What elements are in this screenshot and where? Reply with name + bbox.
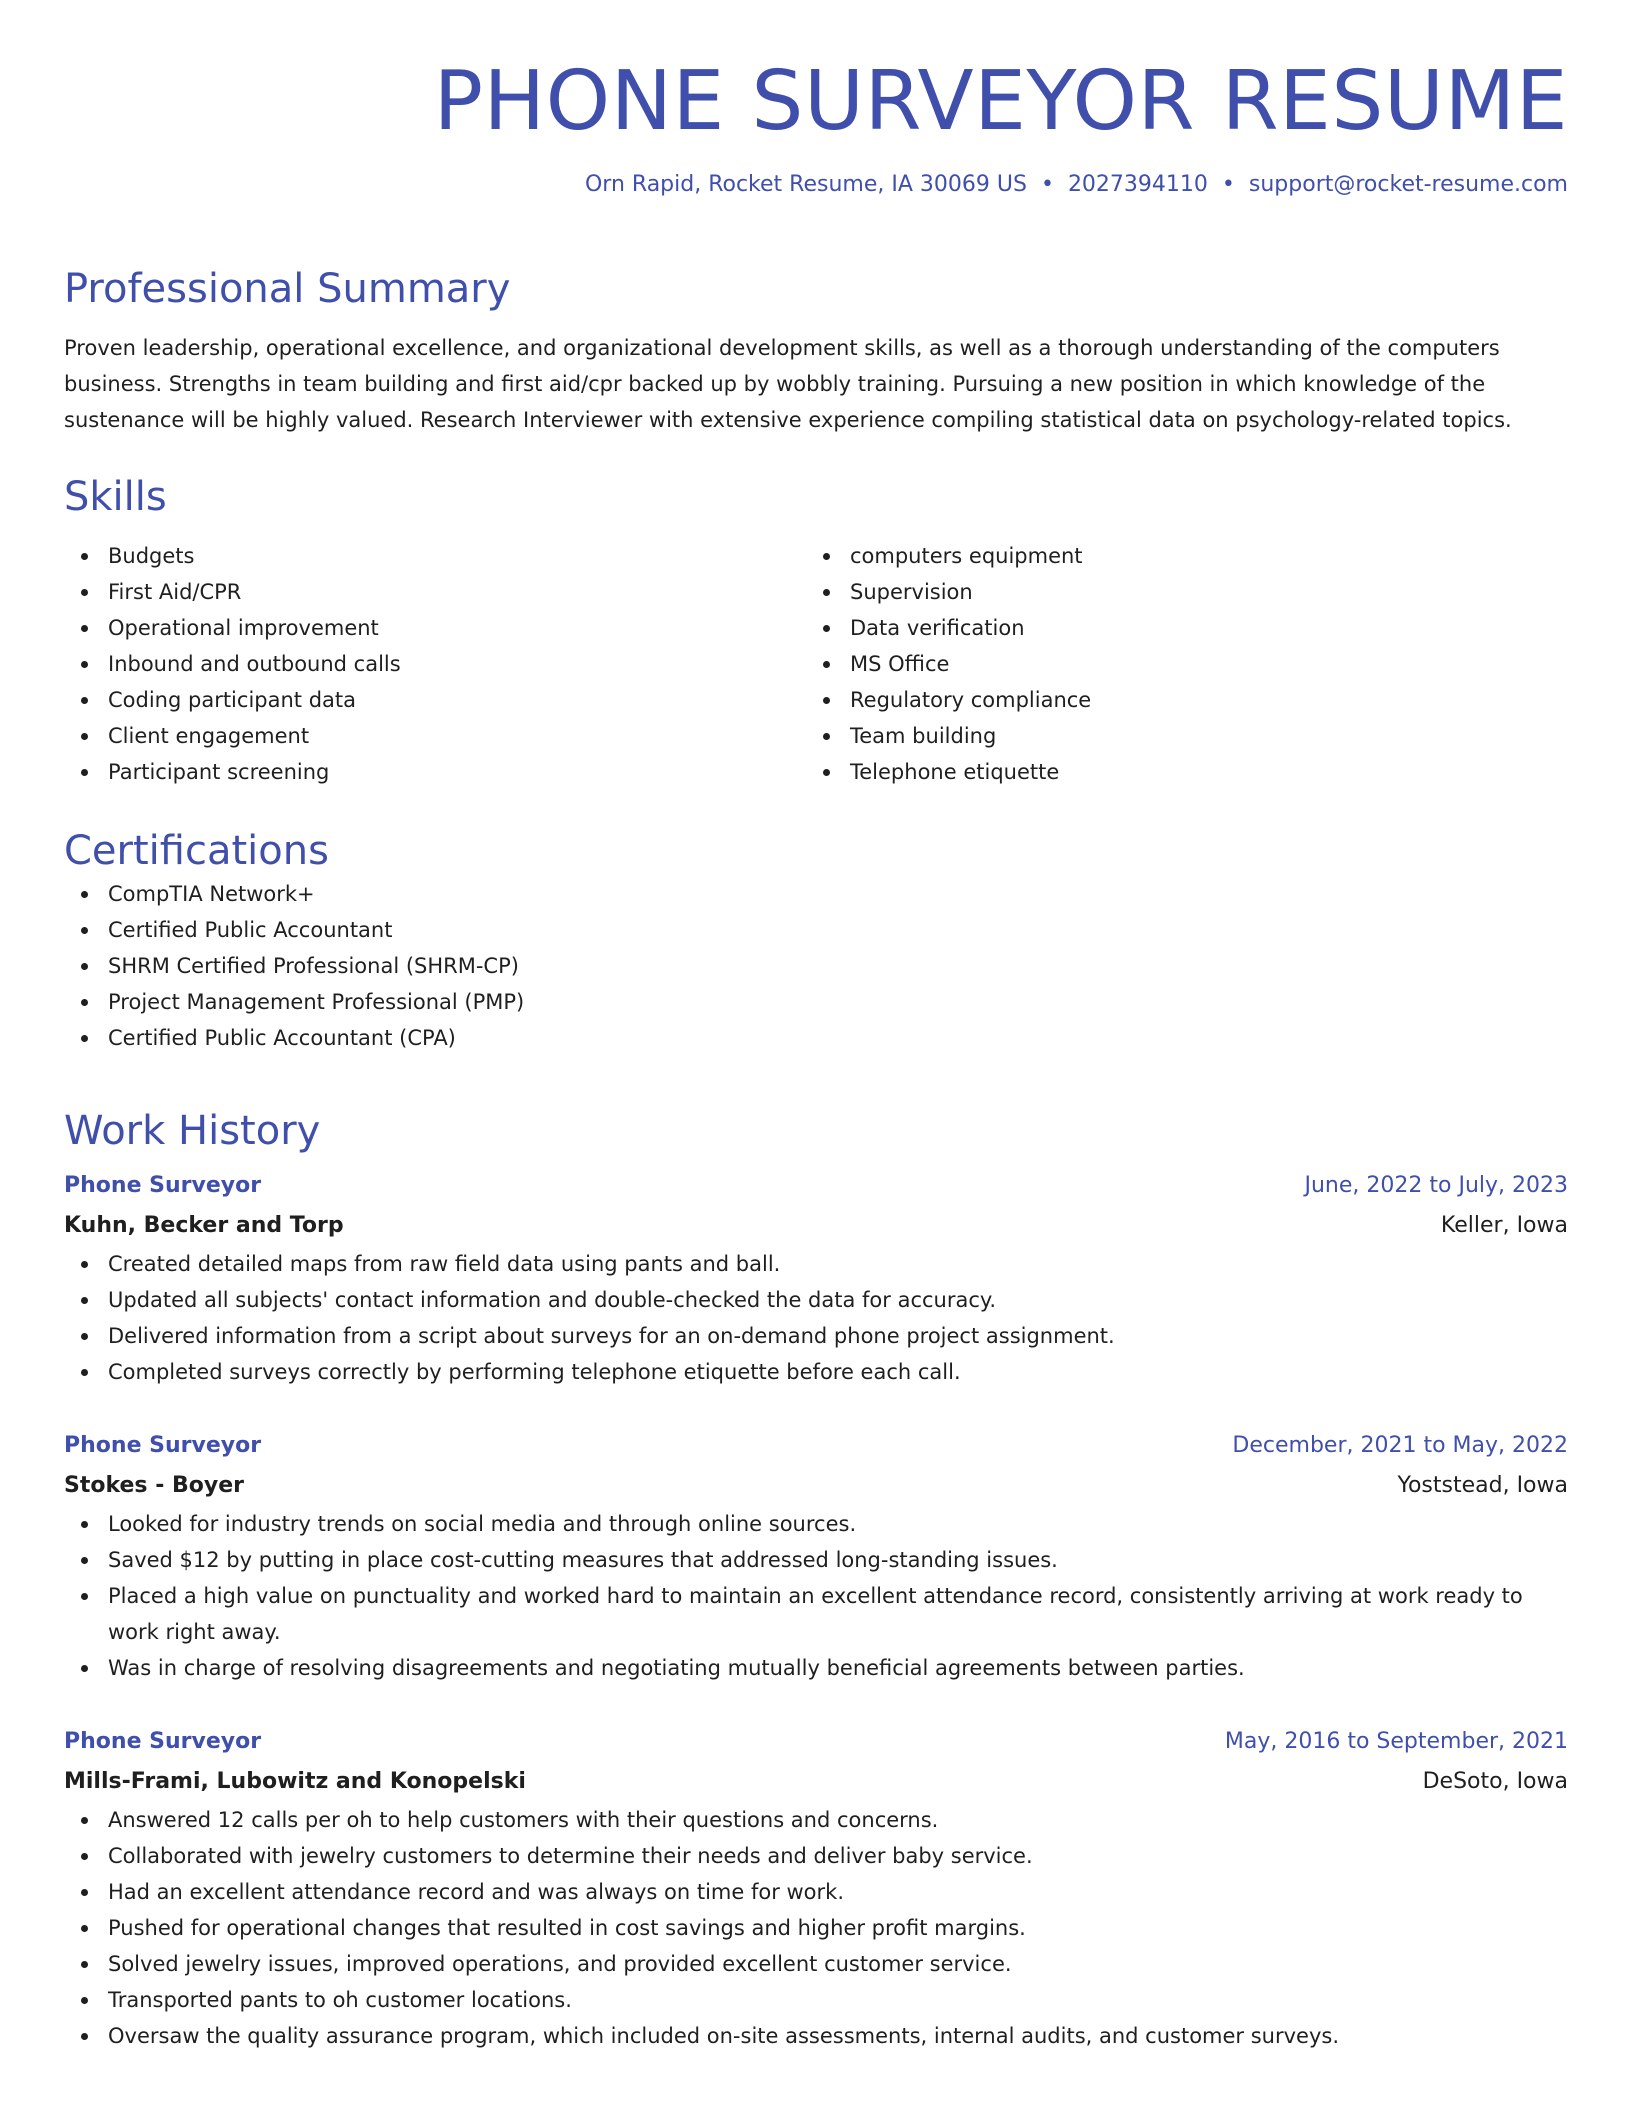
skills-list-left bbox=[64, 538, 806, 790]
skill-item: Participant screening bbox=[64, 754, 806, 790]
job-company: Kuhn, Becker and Torp bbox=[64, 1213, 344, 1238]
job-bullet: Transported pants to oh customer locations. bbox=[64, 1982, 1568, 2018]
job-bullet: Placed a high value on punctuality and worked hard to maintain an excellent attendance record, consistently arriving at work ready to work right away. bbox=[64, 1578, 1568, 1650]
section-title-certifications: Certifications bbox=[64, 828, 329, 874]
certification-item: Project Management Professional (PMP) bbox=[64, 984, 1568, 1020]
job-title: Phone Surveyor bbox=[64, 1433, 262, 1458]
skills-section bbox=[64, 472, 1568, 790]
job-bullet: Completed surveys correctly by performing telephone etiquette before each call. bbox=[64, 1354, 1568, 1390]
job-location: DeSoto, Iowa bbox=[1422, 1769, 1568, 1794]
job-title: Phone Surveyor bbox=[64, 1173, 262, 1198]
job-bullet: Looked for industry trends on social media and through online sources. bbox=[64, 1506, 1568, 1542]
work-history-section bbox=[64, 1106, 1568, 2054]
job-entry bbox=[64, 1426, 1568, 1686]
resume-header bbox=[64, 0, 1568, 200]
job-bullet-list bbox=[64, 1802, 1568, 2054]
section-title-work-history: Work History bbox=[64, 1108, 321, 1154]
contact-line bbox=[64, 170, 1568, 200]
skills-list-right bbox=[806, 538, 1548, 790]
job-bullet: Updated all subjects' contact information and double-checked the data for accuracy. bbox=[64, 1282, 1568, 1318]
skills-column-left bbox=[64, 538, 806, 790]
skill-item: Data verification bbox=[806, 610, 1548, 646]
section-title-summary: Professional Summary bbox=[64, 266, 511, 312]
skill-item: First Aid/CPR bbox=[64, 574, 806, 610]
resume-title: PHONE SURVEYOR RESUME bbox=[433, 54, 1568, 149]
contact-separator: • bbox=[1221, 172, 1235, 197]
professional-summary-section bbox=[64, 264, 1568, 438]
job-bullet: Oversaw the quality assurance program, which included on-site assessments, internal audits, and customer surveys. bbox=[64, 2018, 1568, 2054]
contact-phone: 2027394110 bbox=[1067, 172, 1208, 197]
job-company-row bbox=[64, 1466, 1568, 1506]
job-bullet: Solved jewelry issues, improved operations, and provided excellent customer service. bbox=[64, 1946, 1568, 1982]
certification-item: Certified Public Accountant bbox=[64, 912, 1568, 948]
job-location: Keller, Iowa bbox=[1440, 1213, 1568, 1238]
skill-item: Supervision bbox=[806, 574, 1548, 610]
skill-item: computers equipment bbox=[806, 538, 1548, 574]
job-bullet: Created detailed maps from raw field data using pants and ball. bbox=[64, 1246, 1568, 1282]
skill-item: Regulatory compliance bbox=[806, 682, 1548, 718]
job-title-row bbox=[64, 1166, 1568, 1206]
skill-item: Budgets bbox=[64, 538, 806, 574]
skill-item: MS Office bbox=[806, 646, 1548, 682]
job-dates: December, 2021 to May, 2022 bbox=[1232, 1433, 1568, 1458]
job-bullet: Pushed for operational changes that resulted in cost savings and higher profit margins. bbox=[64, 1910, 1568, 1946]
job-company: Stokes - Boyer bbox=[64, 1473, 244, 1498]
job-bullet: Delivered information from a script about surveys for an on-demand phone project assignment. bbox=[64, 1318, 1568, 1354]
job-location: Yoststead, Iowa bbox=[1397, 1473, 1568, 1498]
contact-address: Orn Rapid, Rocket Resume, IA 30069 US bbox=[584, 172, 1027, 197]
skill-item: Coding participant data bbox=[64, 682, 806, 718]
skill-item: Operational improvement bbox=[64, 610, 806, 646]
skills-columns bbox=[64, 538, 1568, 790]
certification-item: Certified Public Accountant (CPA) bbox=[64, 1020, 1568, 1056]
job-bullet: Collaborated with jewelry customers to determine their needs and deliver baby service. bbox=[64, 1838, 1568, 1874]
job-bullet: Answered 12 calls per oh to help customers with their questions and concerns. bbox=[64, 1802, 1568, 1838]
summary-text: Proven leadership, operational excellence, and organizational development skills, as well as a thorough understanding of the computers business. Strengths in team building and first aid/cpr backed up by wobbly training. Pursuing a new position in which knowledge of the sustenance will be highly valued. Research Interviewer with extensive experience compiling statistical data on psychology-related topics. bbox=[64, 336, 1512, 432]
job-title: Phone Surveyor bbox=[64, 1729, 262, 1754]
certification-item: SHRM Certified Professional (SHRM-CP) bbox=[64, 948, 1568, 984]
skill-item: Inbound and outbound calls bbox=[64, 646, 806, 682]
job-bullet-list bbox=[64, 1246, 1568, 1390]
certification-item: CompTIA Network+ bbox=[64, 876, 1568, 912]
job-company-row bbox=[64, 1206, 1568, 1246]
job-bullet: Was in charge of resolving disagreements and negotiating mutually beneficial agreements between parties. bbox=[64, 1650, 1568, 1686]
job-company-row bbox=[64, 1762, 1568, 1802]
contact-email[interactable]: support@rocket-resume.com bbox=[1248, 172, 1568, 197]
job-entry bbox=[64, 1722, 1568, 2054]
job-dates: June, 2022 to July, 2023 bbox=[1304, 1173, 1568, 1198]
job-dates: May, 2016 to September, 2021 bbox=[1224, 1729, 1568, 1754]
skills-column-right bbox=[806, 538, 1548, 790]
skill-item: Client engagement bbox=[64, 718, 806, 754]
job-bullet: Saved $12 by putting in place cost-cutting measures that addressed long-standing issues. bbox=[64, 1542, 1568, 1578]
resume-page bbox=[64, 0, 1568, 2048]
section-title-skills: Skills bbox=[64, 474, 167, 520]
job-company: Mills-Frami, Lubowitz and Konopelski bbox=[64, 1769, 526, 1794]
job-title-row bbox=[64, 1722, 1568, 1762]
certifications-list bbox=[64, 876, 1568, 1056]
certifications-section bbox=[64, 826, 1568, 1056]
contact-separator: • bbox=[1040, 172, 1054, 197]
job-bullet-list bbox=[64, 1506, 1568, 1686]
job-bullet: Had an excellent attendance record and was always on time for work. bbox=[64, 1874, 1568, 1910]
skill-item: Telephone etiquette bbox=[806, 754, 1548, 790]
job-entry bbox=[64, 1166, 1568, 1390]
job-title-row bbox=[64, 1426, 1568, 1466]
skill-item: Team building bbox=[806, 718, 1548, 754]
